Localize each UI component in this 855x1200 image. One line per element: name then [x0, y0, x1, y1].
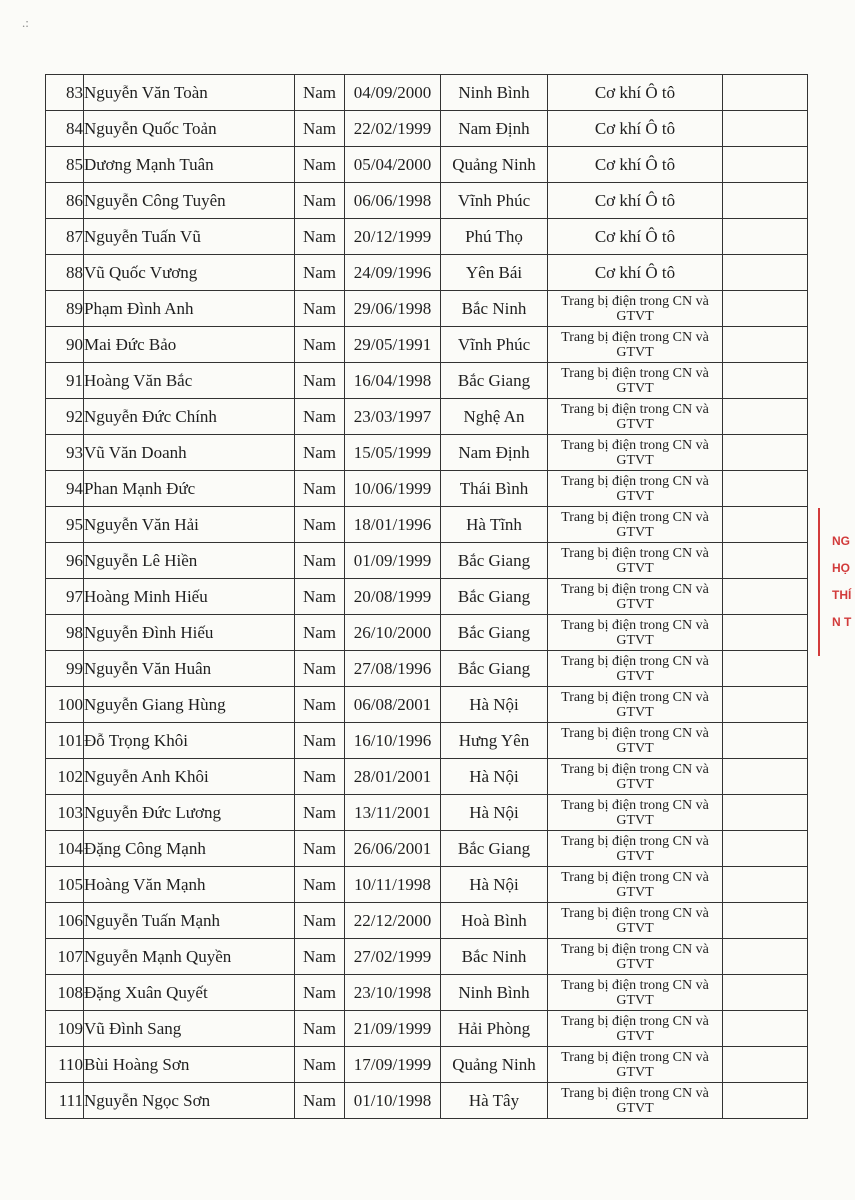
gender-cell: Nam [295, 363, 345, 399]
table-row [46, 1011, 808, 1047]
birth-date-cell: 22/12/2000 [345, 903, 441, 939]
birth-date-cell: 29/06/1998 [345, 291, 441, 327]
note-cell [723, 975, 808, 1011]
student-name-cell: Nguyễn Lê Hiền [84, 543, 295, 579]
note-cell [723, 939, 808, 975]
birth-date-cell: 20/12/1999 [345, 219, 441, 255]
major-cell: Trang bị điện trong CN và GTVT [548, 795, 723, 831]
birth-date-cell: 28/01/2001 [345, 759, 441, 795]
birth-date-cell: 20/08/1999 [345, 579, 441, 615]
student-name-cell: Nguyễn Đình Hiếu [84, 615, 295, 651]
table-row [46, 579, 808, 615]
major-cell: Trang bị điện trong CN và GTVT [548, 867, 723, 903]
note-cell [723, 1047, 808, 1083]
birthplace-cell: Hoà Bình [441, 903, 548, 939]
student-name-cell: Nguyễn Mạnh Quyền [84, 939, 295, 975]
birthplace-cell: Phú Thọ [441, 219, 548, 255]
note-cell [723, 399, 808, 435]
row-number-cell: 91 [46, 363, 84, 399]
row-number-cell: 101 [46, 723, 84, 759]
birth-date-cell: 23/10/1998 [345, 975, 441, 1011]
note-cell [723, 291, 808, 327]
student-name-cell: Nguyễn Quốc Toản [84, 111, 295, 147]
birth-date-cell: 27/08/1996 [345, 651, 441, 687]
gender-cell: Nam [295, 147, 345, 183]
gender-cell: Nam [295, 1047, 345, 1083]
birth-date-cell: 04/09/2000 [345, 75, 441, 111]
birthplace-cell: Hà Tây [441, 1083, 548, 1119]
major-cell: Trang bị điện trong CN và GTVT [548, 831, 723, 867]
major-cell: Trang bị điện trong CN và GTVT [548, 975, 723, 1011]
gender-cell: Nam [295, 795, 345, 831]
note-cell [723, 1083, 808, 1119]
note-cell [723, 831, 808, 867]
major-cell: Trang bị điện trong CN và GTVT [548, 759, 723, 795]
row-number-cell: 87 [46, 219, 84, 255]
birthplace-cell: Bắc Giang [441, 831, 548, 867]
student-name-cell: Hoàng Minh Hiếu [84, 579, 295, 615]
note-cell [723, 651, 808, 687]
major-cell: Trang bị điện trong CN và GTVT [548, 507, 723, 543]
row-number-cell: 110 [46, 1047, 84, 1083]
row-number-cell: 105 [46, 867, 84, 903]
student-name-cell: Nguyễn Đức Lương [84, 795, 295, 831]
gender-cell: Nam [295, 615, 345, 651]
note-cell [723, 867, 808, 903]
student-name-cell: Nguyễn Giang Hùng [84, 687, 295, 723]
row-number-cell: 83 [46, 75, 84, 111]
major-cell: Trang bị điện trong CN và GTVT [548, 615, 723, 651]
birthplace-cell: Bắc Giang [441, 615, 548, 651]
birthplace-cell: Nghệ An [441, 399, 548, 435]
note-cell [723, 255, 808, 291]
gender-cell: Nam [295, 1011, 345, 1047]
table-row [46, 543, 808, 579]
row-number-cell: 95 [46, 507, 84, 543]
birth-date-cell: 01/09/1999 [345, 543, 441, 579]
major-cell: Trang bị điện trong CN và GTVT [548, 723, 723, 759]
birthplace-cell: Ninh Bình [441, 75, 548, 111]
note-cell [723, 543, 808, 579]
birthplace-cell: Vĩnh Phúc [441, 183, 548, 219]
student-name-cell: Phạm Đình Anh [84, 291, 295, 327]
student-list-table [45, 74, 808, 1119]
table-row [46, 507, 808, 543]
birth-date-cell: 06/06/1998 [345, 183, 441, 219]
row-number-cell: 103 [46, 795, 84, 831]
birthplace-cell: Hà Tĩnh [441, 507, 548, 543]
birthplace-cell: Bắc Giang [441, 543, 548, 579]
table-row [46, 1047, 808, 1083]
major-cell: Trang bị điện trong CN và GTVT [548, 1047, 723, 1083]
corner-mark: .: [22, 15, 29, 30]
birthplace-cell: Yên Bái [441, 255, 548, 291]
student-name-cell: Dương Mạnh Tuân [84, 147, 295, 183]
table-row [46, 975, 808, 1011]
birth-date-cell: 16/04/1998 [345, 363, 441, 399]
table-row [46, 723, 808, 759]
table-row [46, 615, 808, 651]
student-name-cell: Bùi Hoàng Sơn [84, 1047, 295, 1083]
table-row [46, 255, 808, 291]
birth-date-cell: 29/05/1991 [345, 327, 441, 363]
gender-cell: Nam [295, 867, 345, 903]
table-row [46, 795, 808, 831]
table-row [46, 939, 808, 975]
note-cell [723, 903, 808, 939]
student-name-cell: Đặng Xuân Quyết [84, 975, 295, 1011]
gender-cell: Nam [295, 399, 345, 435]
table-row [46, 903, 808, 939]
birth-date-cell: 13/11/2001 [345, 795, 441, 831]
note-cell [723, 507, 808, 543]
table-row [46, 651, 808, 687]
major-cell: Trang bị điện trong CN và GTVT [548, 1083, 723, 1119]
stamp-text: NG HỌ THÍ N T [832, 534, 852, 629]
table-row [46, 759, 808, 795]
note-cell [723, 759, 808, 795]
birth-date-cell: 18/01/1996 [345, 507, 441, 543]
birth-date-cell: 22/02/1999 [345, 111, 441, 147]
major-cell: Cơ khí Ô tô [548, 255, 723, 291]
student-name-cell: Mai Đức Bảo [84, 327, 295, 363]
birth-date-cell: 15/05/1999 [345, 435, 441, 471]
table-row [46, 111, 808, 147]
row-number-cell: 104 [46, 831, 84, 867]
major-cell: Trang bị điện trong CN và GTVT [548, 291, 723, 327]
birthplace-cell: Thái Bình [441, 471, 548, 507]
note-cell [723, 579, 808, 615]
birth-date-cell: 05/04/2000 [345, 147, 441, 183]
row-number-cell: 98 [46, 615, 84, 651]
gender-cell: Nam [295, 183, 345, 219]
birth-date-cell: 17/09/1999 [345, 1047, 441, 1083]
note-cell [723, 435, 808, 471]
birthplace-cell: Bắc Giang [441, 651, 548, 687]
birthplace-cell: Hà Nội [441, 687, 548, 723]
gender-cell: Nam [295, 1083, 345, 1119]
table-row [46, 219, 808, 255]
birthplace-cell: Nam Định [441, 111, 548, 147]
birth-date-cell: 10/11/1998 [345, 867, 441, 903]
note-cell [723, 1011, 808, 1047]
student-name-cell: Nguyễn Tuấn Mạnh [84, 903, 295, 939]
note-cell [723, 111, 808, 147]
major-cell: Trang bị điện trong CN và GTVT [548, 327, 723, 363]
student-name-cell: Nguyễn Văn Huân [84, 651, 295, 687]
birthplace-cell: Quảng Ninh [441, 1047, 548, 1083]
gender-cell: Nam [295, 903, 345, 939]
birthplace-cell: Hà Nội [441, 867, 548, 903]
gender-cell: Nam [295, 291, 345, 327]
student-name-cell: Vũ Quốc Vương [84, 255, 295, 291]
major-cell: Cơ khí Ô tô [548, 111, 723, 147]
student-name-cell: Đỗ Trọng Khôi [84, 723, 295, 759]
row-number-cell: 89 [46, 291, 84, 327]
student-name-cell: Nguyễn Ngọc Sơn [84, 1083, 295, 1119]
birthplace-cell: Nam Định [441, 435, 548, 471]
birthplace-cell: Quảng Ninh [441, 147, 548, 183]
major-cell: Trang bị điện trong CN và GTVT [548, 1011, 723, 1047]
major-cell: Trang bị điện trong CN và GTVT [548, 579, 723, 615]
gender-cell: Nam [295, 831, 345, 867]
note-cell [723, 795, 808, 831]
row-number-cell: 93 [46, 435, 84, 471]
row-number-cell: 97 [46, 579, 84, 615]
student-name-cell: Vũ Văn Doanh [84, 435, 295, 471]
table-row [46, 867, 808, 903]
note-cell [723, 615, 808, 651]
birthplace-cell: Bắc Ninh [441, 939, 548, 975]
gender-cell: Nam [295, 975, 345, 1011]
birthplace-cell: Vĩnh Phúc [441, 327, 548, 363]
gender-cell: Nam [295, 471, 345, 507]
birthplace-cell: Bắc Giang [441, 363, 548, 399]
table-row [46, 327, 808, 363]
student-name-cell: Vũ Đình Sang [84, 1011, 295, 1047]
row-number-cell: 100 [46, 687, 84, 723]
table-body [46, 75, 808, 1119]
student-name-cell: Nguyễn Anh Khôi [84, 759, 295, 795]
birth-date-cell: 23/03/1997 [345, 399, 441, 435]
table-row [46, 399, 808, 435]
note-cell [723, 723, 808, 759]
note-cell [723, 75, 808, 111]
gender-cell: Nam [295, 651, 345, 687]
gender-cell: Nam [295, 687, 345, 723]
student-name-cell: Nguyễn Tuấn Vũ [84, 219, 295, 255]
row-number-cell: 90 [46, 327, 84, 363]
table-row [46, 831, 808, 867]
note-cell [723, 327, 808, 363]
row-number-cell: 111 [46, 1083, 84, 1119]
gender-cell: Nam [295, 723, 345, 759]
note-cell [723, 471, 808, 507]
row-number-cell: 92 [46, 399, 84, 435]
note-cell [723, 363, 808, 399]
gender-cell: Nam [295, 327, 345, 363]
note-cell [723, 147, 808, 183]
major-cell: Trang bị điện trong CN và GTVT [548, 651, 723, 687]
major-cell: Cơ khí Ô tô [548, 75, 723, 111]
gender-cell: Nam [295, 435, 345, 471]
row-number-cell: 108 [46, 975, 84, 1011]
table-row [46, 471, 808, 507]
gender-cell: Nam [295, 939, 345, 975]
birthplace-cell: Ninh Bình [441, 975, 548, 1011]
birthplace-cell: Hưng Yên [441, 723, 548, 759]
birthplace-cell: Bắc Giang [441, 579, 548, 615]
major-cell: Trang bị điện trong CN và GTVT [548, 363, 723, 399]
gender-cell: Nam [295, 111, 345, 147]
table-row [46, 183, 808, 219]
table-row [46, 687, 808, 723]
birth-date-cell: 16/10/1996 [345, 723, 441, 759]
birthplace-cell: Hà Nội [441, 795, 548, 831]
major-cell: Trang bị điện trong CN và GTVT [548, 399, 723, 435]
major-cell: Trang bị điện trong CN và GTVT [548, 435, 723, 471]
note-cell [723, 687, 808, 723]
birthplace-cell: Hải Phòng [441, 1011, 548, 1047]
row-number-cell: 99 [46, 651, 84, 687]
student-name-cell: Nguyễn Văn Hải [84, 507, 295, 543]
major-cell: Trang bị điện trong CN và GTVT [548, 939, 723, 975]
student-name-cell: Phan Mạnh Đức [84, 471, 295, 507]
row-number-cell: 86 [46, 183, 84, 219]
birth-date-cell: 24/09/1996 [345, 255, 441, 291]
major-cell: Trang bị điện trong CN và GTVT [548, 543, 723, 579]
table-row [46, 363, 808, 399]
student-name-cell: Nguyễn Văn Toàn [84, 75, 295, 111]
table-row [46, 147, 808, 183]
birth-date-cell: 21/09/1999 [345, 1011, 441, 1047]
table-row [46, 291, 808, 327]
note-cell [723, 183, 808, 219]
row-number-cell: 107 [46, 939, 84, 975]
student-name-cell: Nguyễn Công Tuyên [84, 183, 295, 219]
row-number-cell: 96 [46, 543, 84, 579]
gender-cell: Nam [295, 543, 345, 579]
major-cell: Trang bị điện trong CN và GTVT [548, 687, 723, 723]
major-cell: Trang bị điện trong CN và GTVT [548, 903, 723, 939]
row-number-cell: 106 [46, 903, 84, 939]
gender-cell: Nam [295, 255, 345, 291]
row-number-cell: 88 [46, 255, 84, 291]
birthplace-cell: Hà Nội [441, 759, 548, 795]
major-cell: Cơ khí Ô tô [548, 147, 723, 183]
row-number-cell: 94 [46, 471, 84, 507]
birth-date-cell: 10/06/1999 [345, 471, 441, 507]
gender-cell: Nam [295, 759, 345, 795]
major-cell: Cơ khí Ô tô [548, 219, 723, 255]
birth-date-cell: 27/02/1999 [345, 939, 441, 975]
gender-cell: Nam [295, 579, 345, 615]
table-row [46, 435, 808, 471]
birthplace-cell: Bắc Ninh [441, 291, 548, 327]
birth-date-cell: 01/10/1998 [345, 1083, 441, 1119]
birth-date-cell: 26/06/2001 [345, 831, 441, 867]
row-number-cell: 102 [46, 759, 84, 795]
row-number-cell: 85 [46, 147, 84, 183]
student-name-cell: Hoàng Văn Mạnh [84, 867, 295, 903]
red-seal-stamp-fragment [818, 508, 855, 656]
student-name-cell: Nguyễn Đức Chính [84, 399, 295, 435]
table-row [46, 75, 808, 111]
table-row [46, 1083, 808, 1119]
student-name-cell: Đặng Công Mạnh [84, 831, 295, 867]
birth-date-cell: 26/10/2000 [345, 615, 441, 651]
major-cell: Trang bị điện trong CN và GTVT [548, 471, 723, 507]
row-number-cell: 84 [46, 111, 84, 147]
gender-cell: Nam [295, 219, 345, 255]
row-number-cell: 109 [46, 1011, 84, 1047]
birth-date-cell: 06/08/2001 [345, 687, 441, 723]
gender-cell: Nam [295, 507, 345, 543]
major-cell: Cơ khí Ô tô [548, 183, 723, 219]
student-name-cell: Hoàng Văn Bắc [84, 363, 295, 399]
note-cell [723, 219, 808, 255]
gender-cell: Nam [295, 75, 345, 111]
